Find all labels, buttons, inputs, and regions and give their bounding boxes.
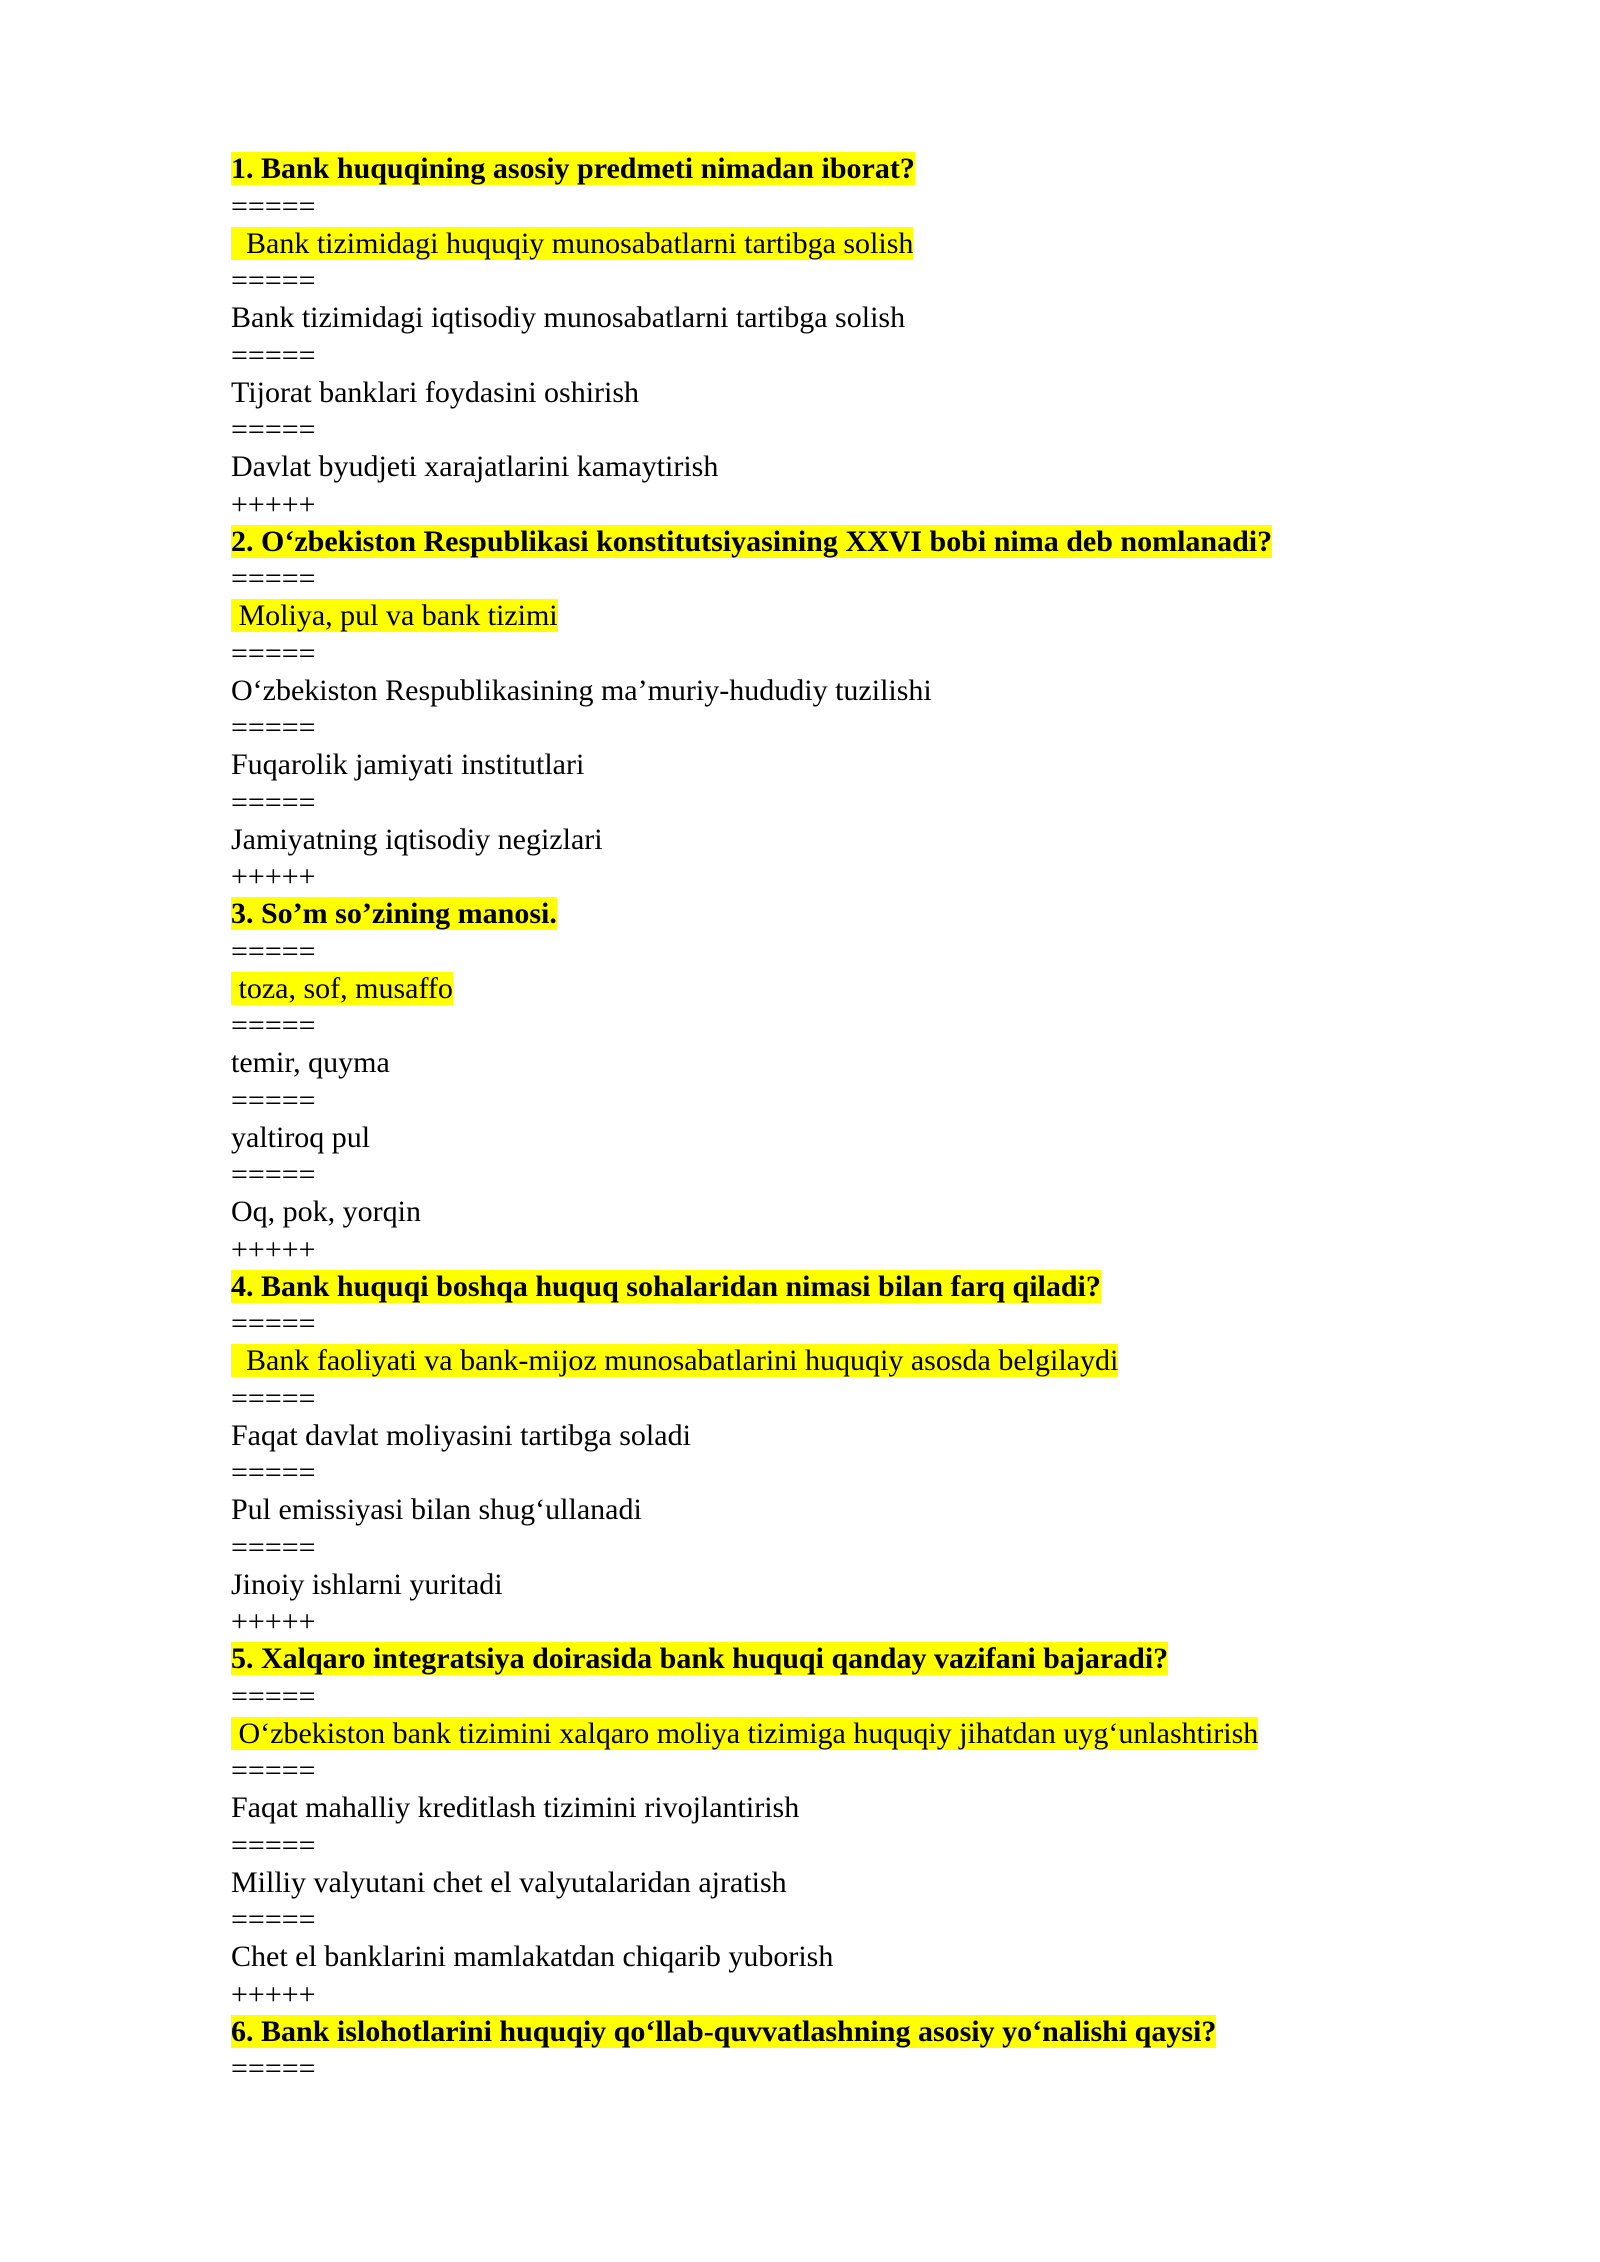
separator: ===== xyxy=(231,711,316,744)
answer-correct xyxy=(231,1715,1411,1753)
question-text: 4. Bank huquqi boshqa huquq sohalaridan nimasi bilan farq qiladi? xyxy=(231,1269,1101,1303)
end-marker: +++++ xyxy=(231,1605,316,1638)
separator: ===== xyxy=(231,1307,316,1340)
question-1 xyxy=(231,150,1411,188)
answer: Milliy valyutani chet el valyutalaridan ajratish xyxy=(231,1865,787,1899)
end-marker: +++++ xyxy=(231,860,316,893)
separator: ===== xyxy=(231,1679,316,1713)
question-text: 1. Bank huquqining asosiy predmeti nimadan iborat? xyxy=(231,152,915,185)
separator: ===== xyxy=(231,338,316,372)
question-text: 6. Bank islohotlarini huquqiy qo‘llab-quvvatlashning asosiy yo‘nalishi qaysi? xyxy=(231,2014,1217,2048)
separator: ===== xyxy=(231,1083,316,1117)
separator: ===== xyxy=(231,636,316,670)
separator: ===== xyxy=(231,1381,316,1415)
answer: Jinoiy ishlarni yuritadi xyxy=(231,1567,503,1601)
separator: ===== xyxy=(231,1903,316,1936)
separator: ===== xyxy=(231,1158,316,1191)
answer: Tijorat banklari foydasini oshirish xyxy=(231,375,640,409)
answer-text: toza, sof, musaffo xyxy=(231,972,453,1005)
question-6 xyxy=(231,2013,1411,2051)
question-2 xyxy=(231,523,1411,561)
separator: ===== xyxy=(231,562,316,595)
question-3 xyxy=(231,895,1411,933)
answer: Chet el banklarini mamlakatdan chiqarib yuborish xyxy=(231,1940,834,1973)
separator: ===== xyxy=(231,264,316,297)
separator: ===== xyxy=(231,2052,316,2085)
answer: Pul emissiyasi bilan shug‘ullanadi xyxy=(231,1493,642,1526)
answer-text: Bank faoliyati va bank-mijoz munosabatlarini huquqiy asosda belgilaydi xyxy=(231,1344,1118,1377)
answer: Davlat byudjeti xarajatlarini kamaytirish xyxy=(231,450,719,483)
separator: ===== xyxy=(231,934,316,968)
end-marker: +++++ xyxy=(231,487,316,521)
question-text: 3. So’m so’zining manosi. xyxy=(231,897,557,930)
answer-correct xyxy=(231,1342,1411,1380)
answer: Faqat mahalliy kreditlash tizimini rivojlantirish xyxy=(231,1791,800,1824)
answer-correct xyxy=(231,970,1411,1008)
question-text: 2. O‘zbekiston Respublikasi konstitutsiyasining XXVI bobi nima deb nomlanadi? xyxy=(231,524,1273,558)
separator: ===== xyxy=(231,1009,316,1042)
question-5 xyxy=(231,1640,1411,1678)
answer-text: Bank tizimidagi huquqiy munosabatlarni tartibga solish xyxy=(231,227,913,260)
answer: Fuqarolik jamiyati institutlari xyxy=(231,748,585,781)
test-questions xyxy=(231,150,1411,2087)
separator: ===== xyxy=(231,785,316,819)
answer: Bank tizimidagi iqtisodiy munosabatlarni tartibga solish xyxy=(231,301,906,334)
end-marker: +++++ xyxy=(231,1232,316,1266)
separator: ===== xyxy=(231,189,316,223)
answer-correct xyxy=(231,225,1411,263)
question-4 xyxy=(231,1268,1411,1306)
answer-correct xyxy=(231,597,1411,635)
end-marker: +++++ xyxy=(231,1977,316,2011)
question-text: 5. Xalqaro integratsiya doirasida bank huquqi qanday vazifani bajaradi? xyxy=(231,1642,1169,1675)
answer-text: O‘zbekiston bank tizimini xalqaro moliya tizimiga huquqiy jihatdan uyg‘unlashtirish xyxy=(231,1717,1258,1750)
answer: Faqat davlat moliyasini tartibga soladi xyxy=(231,1418,691,1452)
answer: temir, quyma xyxy=(231,1046,390,1079)
answer: Jamiyatning iqtisodiy negizlari xyxy=(231,822,603,856)
answer: yaltiroq pul xyxy=(231,1120,371,1154)
separator: ===== xyxy=(231,413,316,446)
answer: Oq, pok, yorqin xyxy=(231,1195,421,1228)
separator: ===== xyxy=(231,1456,316,1489)
separator: ===== xyxy=(231,1828,316,1862)
separator: ===== xyxy=(231,1530,316,1564)
answer: O‘zbekiston Respublikasining ma’muriy-hududiy tuzilishi xyxy=(231,673,932,707)
answer-text: Moliya, pul va bank tizimi xyxy=(231,599,558,632)
separator: ===== xyxy=(231,1754,316,1787)
